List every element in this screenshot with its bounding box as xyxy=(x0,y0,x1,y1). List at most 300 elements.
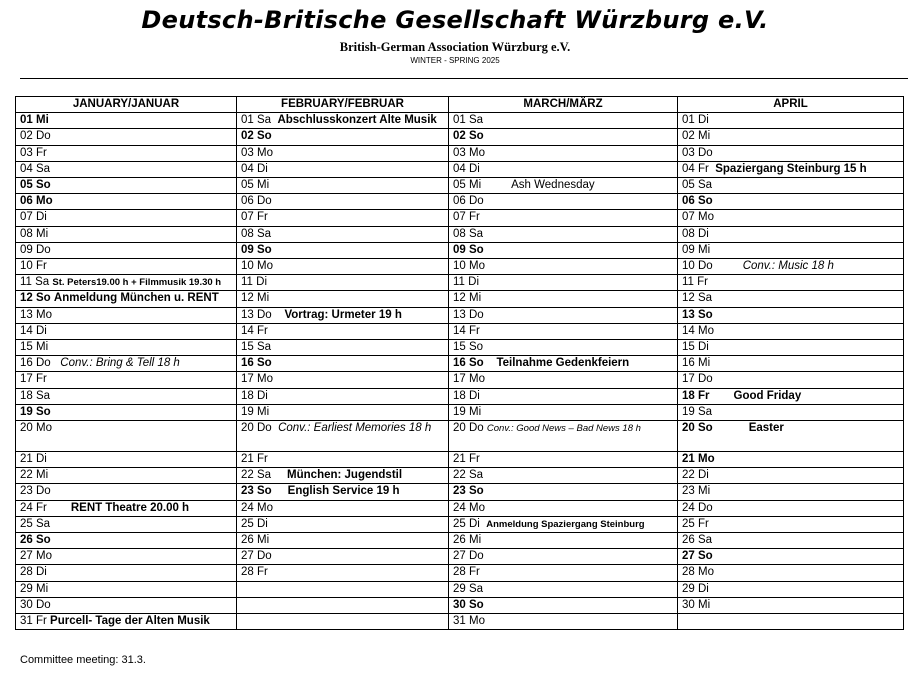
date-label: 15 Di xyxy=(682,341,709,354)
table-row xyxy=(16,421,904,452)
table-cell xyxy=(449,323,678,339)
table-cell xyxy=(237,533,449,549)
date-label: 15 So xyxy=(453,341,484,354)
table-row xyxy=(16,194,904,210)
table-cell xyxy=(16,421,237,452)
date-label: 07 Mo xyxy=(682,211,714,224)
date-label: 01 Di xyxy=(682,114,709,127)
event-label: St. Peters19.00 h + Filmmusik 19.30 h xyxy=(52,277,222,289)
date-label: 06 Do xyxy=(241,195,272,208)
date-label: 23 So xyxy=(453,485,484,498)
date-label: 26 Sa xyxy=(682,534,713,547)
table-row xyxy=(16,323,904,339)
table-cell xyxy=(237,226,449,242)
table-cell xyxy=(678,421,904,452)
table-cell xyxy=(449,307,678,323)
table-cell xyxy=(237,242,449,258)
table-cell xyxy=(449,113,678,129)
date-label: 27 So xyxy=(682,550,713,563)
table-cell xyxy=(678,500,904,516)
table-cell xyxy=(237,145,449,161)
date-label: 07 Fr xyxy=(453,211,480,224)
date-label: 05 Mi xyxy=(453,179,482,192)
table-cell xyxy=(449,178,678,194)
table-cell xyxy=(16,404,237,420)
table-cell xyxy=(237,421,449,452)
table-cell xyxy=(449,500,678,516)
date-label: 14 Fr xyxy=(241,324,268,337)
page-subtitle: British-German Association Würzburg e.V. xyxy=(339,40,571,54)
column-header-february: FEBRUARY/FEBRUAR xyxy=(237,97,449,113)
table-cell xyxy=(237,178,449,194)
table-cell xyxy=(449,242,678,258)
table-cell xyxy=(678,323,904,339)
table-cell xyxy=(678,291,904,307)
table-cell xyxy=(16,533,237,549)
table-row xyxy=(16,372,904,388)
date-label: 19 Sa xyxy=(682,405,713,418)
table-cell xyxy=(16,388,237,404)
date-label: 14 Mo xyxy=(682,324,714,337)
table-cell xyxy=(449,145,678,161)
date-label: 06 Do xyxy=(453,195,484,208)
date-label: 08 Mi xyxy=(20,227,49,240)
date-label: 12 Sa xyxy=(682,292,713,305)
date-label: 20 So xyxy=(682,422,713,435)
table-cell xyxy=(678,161,904,177)
event-label: Ash Wednesday xyxy=(511,179,595,192)
table-row xyxy=(16,484,904,500)
date-label: 24 Do xyxy=(682,501,713,514)
table-cell xyxy=(449,259,678,275)
table-cell xyxy=(16,565,237,581)
table-row xyxy=(16,291,904,307)
date-label: 09 Mi xyxy=(682,243,711,256)
table-cell xyxy=(678,404,904,420)
header-divider xyxy=(20,78,908,79)
table-row xyxy=(16,340,904,356)
table-cell xyxy=(237,565,449,581)
table-cell xyxy=(16,323,237,339)
table-cell xyxy=(449,372,678,388)
date-label: 22 Sa xyxy=(241,469,272,482)
date-label: 13 Do xyxy=(241,308,272,321)
date-label: 27 Mo xyxy=(20,550,52,563)
date-label: 03 Mo xyxy=(453,146,485,159)
table-row xyxy=(16,533,904,549)
date-label: 30 Do xyxy=(20,598,51,611)
date-label: 17 Do xyxy=(682,373,713,386)
event-label: Anmeldung München u. RENT xyxy=(53,292,219,305)
date-label: 17 Fr xyxy=(20,373,47,386)
date-label: 30 Mi xyxy=(682,598,711,611)
event-label: English Service 19 h xyxy=(287,485,400,498)
date-label: 18 Fr xyxy=(682,389,710,402)
table-cell xyxy=(449,452,678,468)
event-label: RENT Theatre 20.00 h xyxy=(70,501,190,514)
table-cell xyxy=(449,421,678,452)
event-label: Anmeldung Spaziergang Steinburg xyxy=(486,518,645,530)
date-label: 01 Mi xyxy=(20,114,49,127)
table-cell xyxy=(16,178,237,194)
date-label: 08 Sa xyxy=(241,227,272,240)
event-label: Abschlusskonzert Alte Musik xyxy=(277,114,437,127)
table-cell xyxy=(237,468,449,484)
table-cell xyxy=(16,113,237,129)
event-label: Conv.: Music 18 h xyxy=(742,260,834,273)
header-row xyxy=(16,97,904,113)
date-label: 21 Di xyxy=(20,453,47,466)
table-cell xyxy=(678,113,904,129)
event-label: Purcell- Tage der Alten Musik xyxy=(50,615,210,628)
table-cell xyxy=(678,242,904,258)
column-header-april: APRIL xyxy=(678,97,904,113)
table-cell xyxy=(16,597,237,613)
table-row xyxy=(16,307,904,323)
table-cell xyxy=(449,516,678,532)
table-cell xyxy=(449,161,678,177)
table-cell xyxy=(237,113,449,129)
date-label: 02 Do xyxy=(20,130,51,143)
date-label: 06 So xyxy=(682,195,713,208)
event-label: Vortrag: Urmeter 19 h xyxy=(284,308,402,321)
date-label: 02 So xyxy=(241,130,272,143)
table-row xyxy=(16,516,904,532)
date-label: 20 Do xyxy=(453,422,484,435)
table-row xyxy=(16,178,904,194)
table-row xyxy=(16,565,904,581)
date-label: 06 Mo xyxy=(20,195,53,208)
table-cell xyxy=(237,259,449,275)
table-cell xyxy=(678,259,904,275)
table-cell xyxy=(449,129,678,145)
table-cell xyxy=(449,340,678,356)
date-label: 11 Sa xyxy=(20,276,50,289)
date-label: 26 Mi xyxy=(453,534,482,547)
table-row xyxy=(16,113,904,129)
date-label: 27 Do xyxy=(453,550,484,563)
date-label: 04 Di xyxy=(453,162,480,175)
table-cell xyxy=(16,291,237,307)
date-label: 29 Di xyxy=(682,582,709,595)
date-label: 25 Di xyxy=(241,517,268,530)
date-label: 26 Mi xyxy=(241,534,270,547)
date-label: 12 So xyxy=(20,292,51,305)
table-cell xyxy=(678,275,904,291)
date-label: 08 Sa xyxy=(453,227,484,240)
date-label: 11 Di xyxy=(453,276,479,289)
table-cell xyxy=(237,307,449,323)
date-label: 25 Di xyxy=(453,517,480,530)
table-row xyxy=(16,597,904,613)
table-cell xyxy=(237,194,449,210)
season-label: WINTER - SPRING 2025 xyxy=(410,56,500,65)
table-cell xyxy=(678,516,904,532)
table-row xyxy=(16,404,904,420)
table-cell xyxy=(16,468,237,484)
table-cell xyxy=(678,178,904,194)
date-label: 13 Mo xyxy=(20,308,52,321)
date-label: 10 Mo xyxy=(453,260,485,273)
date-label: 23 Mi xyxy=(682,485,711,498)
table-cell xyxy=(16,307,237,323)
date-label: 16 Mi xyxy=(682,357,711,370)
table-cell xyxy=(678,533,904,549)
table-row xyxy=(16,226,904,242)
table-row xyxy=(16,468,904,484)
table-cell xyxy=(16,275,237,291)
table-cell xyxy=(678,226,904,242)
table-row xyxy=(16,500,904,516)
table-cell xyxy=(16,516,237,532)
event-label: Conv.: Good News – Bad News 18 h xyxy=(486,423,641,435)
table-cell xyxy=(678,372,904,388)
event-label: Spaziergang Steinburg 15 h xyxy=(715,162,867,175)
date-label: 31 Fr xyxy=(20,615,47,628)
date-label: 29 Sa xyxy=(453,582,484,595)
date-label: 28 Mo xyxy=(682,566,714,579)
table-cell xyxy=(16,194,237,210)
date-label: 20 Do xyxy=(241,422,272,435)
date-label: 12 Mi xyxy=(241,292,270,305)
table-cell xyxy=(678,129,904,145)
table-cell xyxy=(678,388,904,404)
table-cell xyxy=(678,614,904,630)
date-label: 24 Mo xyxy=(241,501,273,514)
date-label: 21 Mo xyxy=(682,453,715,466)
event-label: Conv.: Bring & Tell 18 h xyxy=(60,357,180,370)
table-cell xyxy=(678,597,904,613)
date-label: 10 Mo xyxy=(241,260,273,273)
date-label: 03 Fr xyxy=(20,146,47,159)
table-cell xyxy=(678,194,904,210)
date-label: 23 So xyxy=(241,485,272,498)
date-label: 17 Mo xyxy=(453,373,485,386)
date-label: 16 So xyxy=(241,357,272,370)
date-label: 16 Do xyxy=(20,357,51,370)
table-cell xyxy=(237,388,449,404)
table-row xyxy=(16,549,904,565)
table-cell xyxy=(237,452,449,468)
table-cell xyxy=(16,242,237,258)
table-cell xyxy=(16,145,237,161)
table-cell xyxy=(16,484,237,500)
calendar-table xyxy=(15,96,904,630)
table-cell xyxy=(449,356,678,372)
date-label: 24 Fr xyxy=(20,501,47,514)
date-label: 21 Fr xyxy=(241,453,268,466)
table-cell xyxy=(16,581,237,597)
table-cell xyxy=(237,356,449,372)
table-row xyxy=(16,614,904,630)
date-label: 14 Di xyxy=(20,324,47,337)
date-label: 18 Di xyxy=(453,389,480,402)
date-label: 18 Di xyxy=(241,389,268,402)
page-title: Deutsch-Britische Gesellschaft Würzburg e.V. xyxy=(141,6,769,34)
table-cell xyxy=(678,145,904,161)
date-label: 15 Mi xyxy=(20,341,49,354)
date-label: 27 Do xyxy=(241,550,272,563)
date-label: 22 Di xyxy=(682,469,709,482)
date-label: 09 So xyxy=(453,243,484,256)
table-cell xyxy=(237,597,449,613)
date-label: 18 Sa xyxy=(20,389,51,402)
table-cell xyxy=(237,129,449,145)
table-cell xyxy=(16,500,237,516)
table-cell xyxy=(678,452,904,468)
date-label: 28 Fr xyxy=(241,566,268,579)
table-row xyxy=(16,242,904,258)
table-cell xyxy=(16,356,237,372)
table-cell xyxy=(237,340,449,356)
table-cell xyxy=(237,516,449,532)
column-header-march: MARCH/MÄRZ xyxy=(449,97,678,113)
date-label: 30 So xyxy=(453,598,484,611)
table-cell xyxy=(449,194,678,210)
date-label: 09 So xyxy=(241,243,272,256)
date-label: 05 Sa xyxy=(682,179,713,192)
table-cell xyxy=(678,565,904,581)
table-cell xyxy=(449,388,678,404)
table-cell xyxy=(449,275,678,291)
date-label: 16 So xyxy=(453,357,484,370)
table-cell xyxy=(237,323,449,339)
date-label: 02 Mi xyxy=(682,130,711,143)
event-label: München: Jugendstil xyxy=(287,469,403,482)
table-cell xyxy=(237,291,449,307)
table-cell xyxy=(449,533,678,549)
table-cell xyxy=(16,210,237,226)
date-label: 28 Di xyxy=(20,566,47,579)
table-cell xyxy=(237,581,449,597)
date-label: 14 Fr xyxy=(453,324,480,337)
table-cell xyxy=(449,549,678,565)
table-cell xyxy=(237,210,449,226)
table-row xyxy=(16,129,904,145)
date-label: 04 Sa xyxy=(20,162,51,175)
table-cell xyxy=(237,372,449,388)
table-row xyxy=(16,581,904,597)
table-row xyxy=(16,145,904,161)
table-cell xyxy=(16,549,237,565)
table-row xyxy=(16,161,904,177)
date-label: 25 Fr xyxy=(682,517,709,530)
date-label: 04 Di xyxy=(241,162,268,175)
table-cell xyxy=(678,210,904,226)
table-cell xyxy=(237,484,449,500)
date-label: 19 Mi xyxy=(241,405,270,418)
table-cell xyxy=(16,340,237,356)
date-label: 24 Mo xyxy=(453,501,485,514)
date-label: 04 Fr xyxy=(682,162,709,175)
date-label: 07 Di xyxy=(20,211,47,224)
event-label: Easter xyxy=(748,422,784,435)
date-label: 15 Sa xyxy=(241,341,272,354)
date-label: 10 Do xyxy=(682,260,713,273)
event-label: Conv.: Earliest Memories 18 h xyxy=(278,422,432,435)
date-label: 25 Sa xyxy=(20,517,51,530)
date-label: 01 Sa xyxy=(241,114,272,127)
date-label: 20 Mo xyxy=(20,422,52,435)
date-label: 17 Mo xyxy=(241,373,273,386)
table-cell xyxy=(237,161,449,177)
date-label: 23 Do xyxy=(20,485,51,498)
date-label: 13 So xyxy=(682,308,713,321)
table-cell xyxy=(449,614,678,630)
date-label: 11 Fr xyxy=(682,276,708,289)
date-label: 08 Di xyxy=(682,227,709,240)
event-label: Teilnahme Gedenkfeiern xyxy=(496,357,630,370)
table-cell xyxy=(678,468,904,484)
date-label: 21 Fr xyxy=(453,453,480,466)
table-cell xyxy=(449,597,678,613)
table-cell xyxy=(449,581,678,597)
date-label: 07 Fr xyxy=(241,211,268,224)
date-label: 22 Sa xyxy=(453,469,484,482)
date-label: 05 Mi xyxy=(241,179,270,192)
table-cell xyxy=(16,161,237,177)
committee-note: Committee meeting: 31.3. xyxy=(20,654,146,666)
table-cell xyxy=(678,549,904,565)
date-label: 29 Mi xyxy=(20,582,49,595)
date-label: 31 Mo xyxy=(453,615,485,628)
table-cell xyxy=(678,484,904,500)
table-row xyxy=(16,210,904,226)
date-label: 02 So xyxy=(453,130,484,143)
table-cell xyxy=(237,500,449,516)
date-label: 01 Sa xyxy=(453,114,484,127)
table-cell xyxy=(449,210,678,226)
event-label: Good Friday xyxy=(733,389,802,402)
table-row xyxy=(16,356,904,372)
table-cell xyxy=(449,291,678,307)
table-cell xyxy=(678,581,904,597)
table-cell xyxy=(16,259,237,275)
date-label: 03 Do xyxy=(682,146,713,159)
date-label: 22 Mi xyxy=(20,469,49,482)
date-label: 28 Fr xyxy=(453,566,480,579)
table-cell xyxy=(16,452,237,468)
table-cell xyxy=(237,614,449,630)
table-cell xyxy=(16,372,237,388)
table-row xyxy=(16,452,904,468)
table-cell xyxy=(449,565,678,581)
table-cell xyxy=(678,356,904,372)
date-label: 12 Mi xyxy=(453,292,482,305)
date-label: 13 Do xyxy=(453,308,484,321)
date-label: 19 Mi xyxy=(453,405,482,418)
date-label: 05 So xyxy=(20,179,51,192)
date-label: 03 Mo xyxy=(241,146,273,159)
table-cell xyxy=(449,226,678,242)
table-cell xyxy=(237,549,449,565)
date-label: 19 So xyxy=(20,405,51,418)
table-row xyxy=(16,388,904,404)
table-cell xyxy=(16,129,237,145)
table-row xyxy=(16,259,904,275)
table-cell xyxy=(678,340,904,356)
date-label: 09 Do xyxy=(20,243,51,256)
table-cell xyxy=(237,404,449,420)
table-cell xyxy=(237,275,449,291)
table-cell xyxy=(449,484,678,500)
table-row xyxy=(16,275,904,291)
date-label: 26 So xyxy=(20,534,51,547)
table-cell xyxy=(16,614,237,630)
date-label: 11 Di xyxy=(241,276,267,289)
table-cell xyxy=(678,307,904,323)
column-header-january: JANUARY/JANUAR xyxy=(16,97,237,113)
